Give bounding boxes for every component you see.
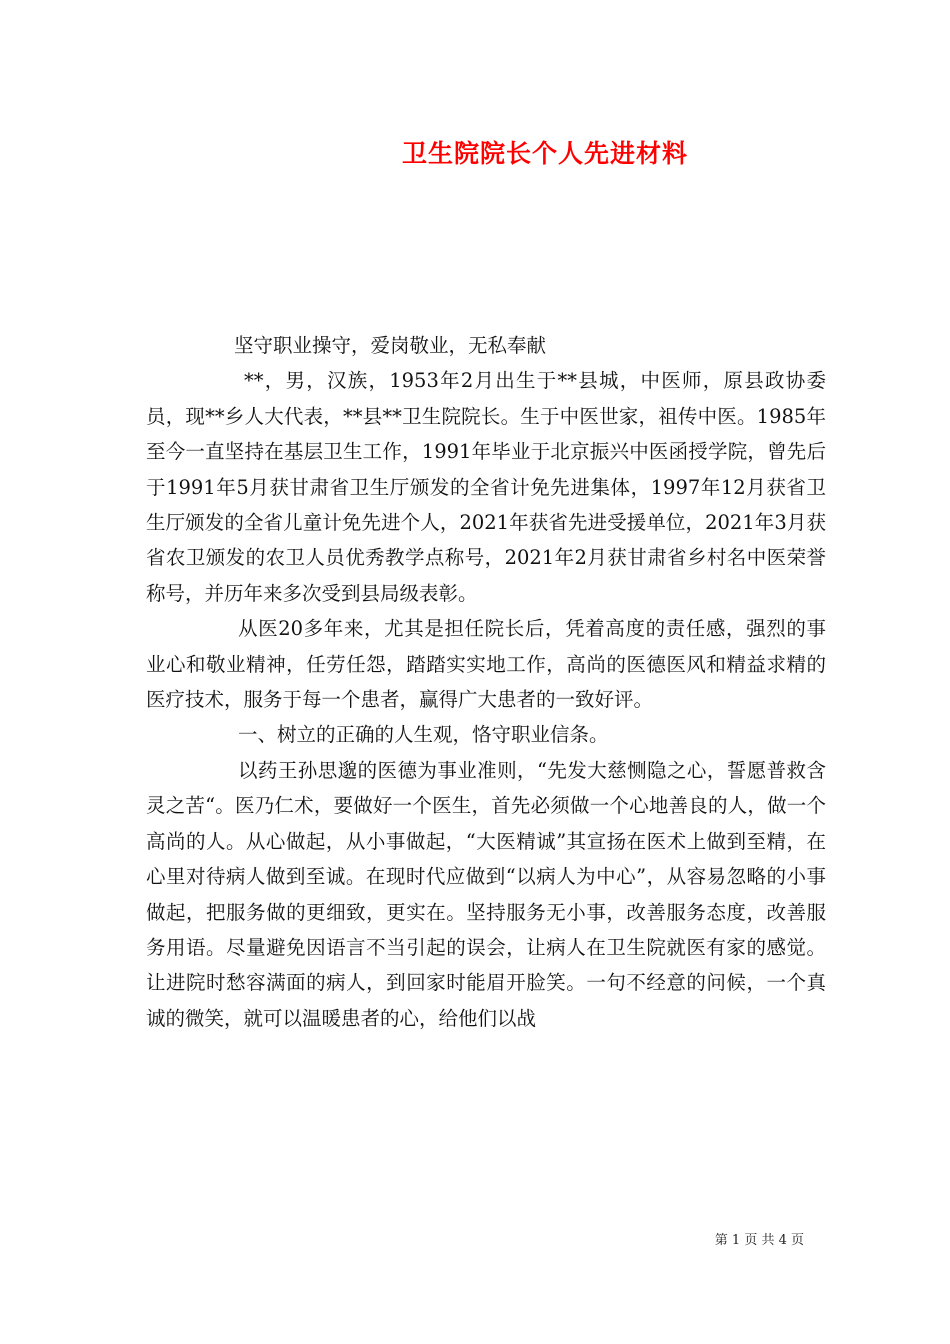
document-body — [146, 328, 826, 1036]
document-title: 卫生院院长个人先进材料 — [401, 139, 688, 168]
page-number: 第 1 页 共 4 页 — [714, 1233, 804, 1248]
paragraph: 以药王孙思邈的医德为事业准则，“先发大慈恻隐之心，誓愿普救含灵之苦“。医乃仁术，要做好一个医生，首先必须做一个心地善良的人，做一个高尚的人。从心做起，从小事做起，“大医精诚”其宣扬在医术上做到至精，在心里对待病人做到至诚。在现时代应做到“以病人为中心”，从容易忽略的小事做起，把服务做的更细致，更实在。坚持服务无小事，改善服务态度，改善服务用语。尽量避免因语言不当引起的误会，让病人在卫生院就医有家的感觉。让进院时愁容满面的病人，到回家时能眉开脸笑。一句不经意的问候，一个真诚的微笑，就可以温暖患者的心，给他们以战 — [146, 758, 826, 1030]
section-heading: 一、树立的正确的人生观，恪守职业信条。 — [238, 723, 609, 747]
paragraph: 从医20多年来，尤其是担任院长后，凭着高度的责任感，强烈的事业心和敬业精神，任劳任怨，踏踏实实地工作，高尚的医德医风和精益求精的医疗技术，服务于每一个患者，赢得广大患者的一致好评。 — [146, 617, 826, 712]
document-subtitle: 坚守职业操守，爱岗敬业，无私奉献 — [234, 334, 547, 357]
paragraph: **，男，汉族，1953年2月出生于**县城，中医师，原县政协委员，现**乡人大代表，**县**卫生院院长。生于中医世家，祖传中医。1985年至今一直坚持在基层卫生工作，1991年毕业于北京振兴中医函授学院，曾先后于1991年5月获甘肃省卫生厅颁发的全省计免先进集体，1997年12月获省卫生厅颁发的全省儿童计免先进个人，2021年获省先进受援单位，2021年3月获省农卫颁发的农卫人员优秀教学点称号，2021年2月获甘肃省乡村名中医荣誉称号，并历年来多次受到县局级表彰。 — [146, 369, 826, 605]
